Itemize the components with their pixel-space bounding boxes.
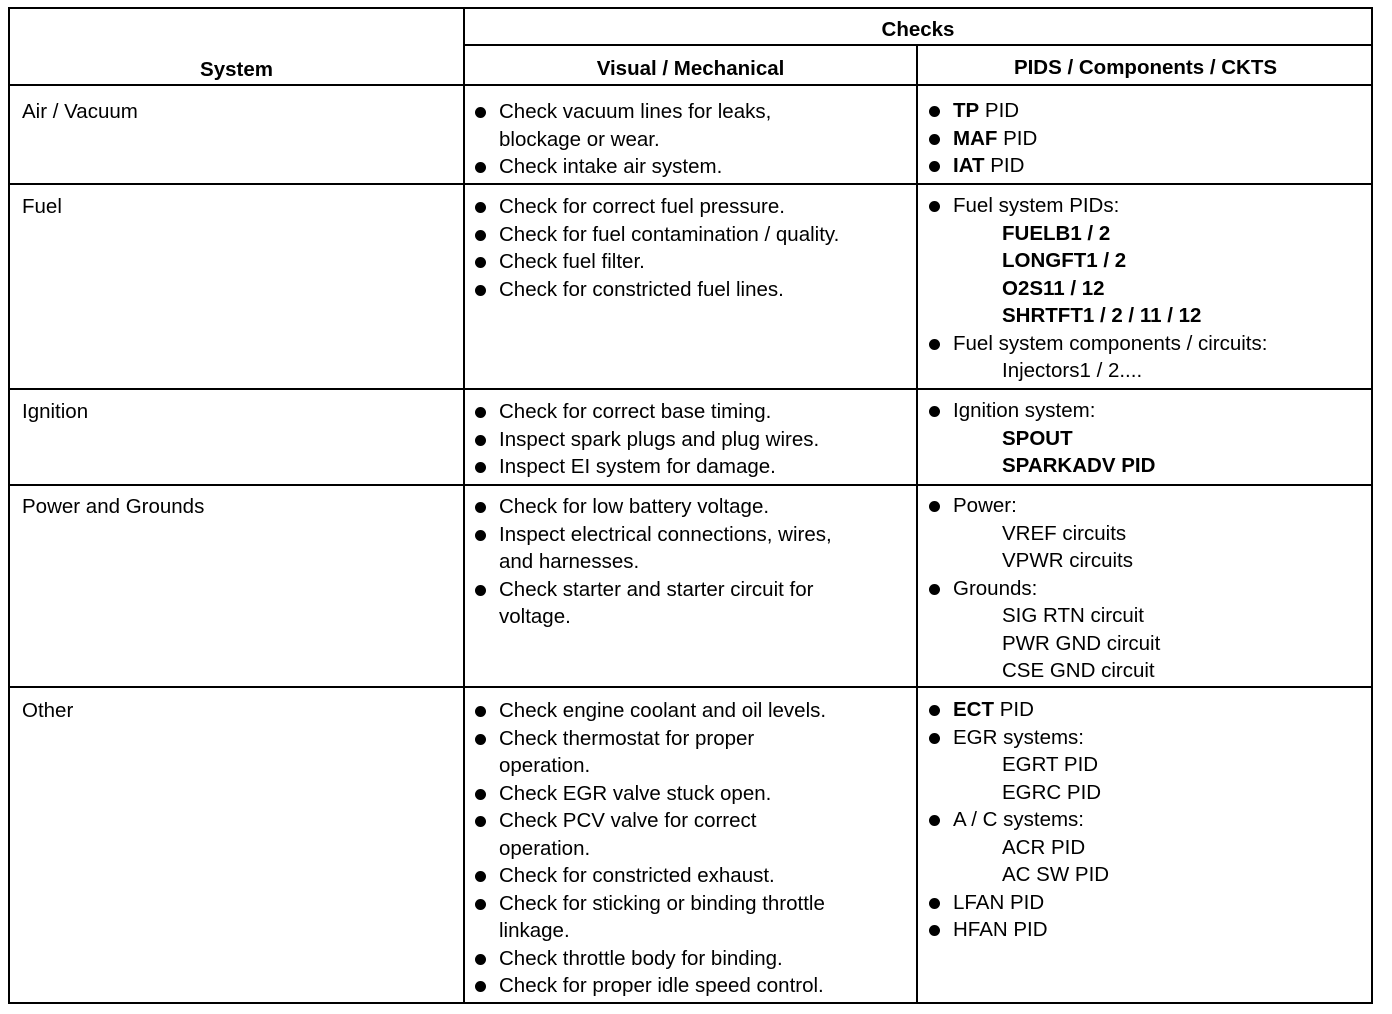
pids-line (926, 97, 1037, 125)
line-text: voltage. (499, 605, 571, 628)
pids-line (926, 602, 1160, 630)
bullet-icon (929, 733, 940, 744)
line-text: AC SW PID (1002, 863, 1110, 886)
visual-line (472, 780, 826, 808)
visual-line (472, 752, 826, 780)
system-name: Fuel (22, 195, 62, 218)
visual-line (472, 453, 819, 481)
pids-components-checks (926, 696, 1109, 944)
line-text: Inspect EI system for damage. (499, 455, 776, 478)
line-text: Check for constricted fuel lines. (499, 277, 784, 301)
visual-line (472, 576, 832, 604)
pid-name: SHRTFT1 / 2 / 11 / 12 (1002, 304, 1202, 327)
bullet-icon (475, 407, 486, 418)
bullet-icon (475, 162, 486, 173)
visual-mechanical-checks (472, 193, 839, 303)
bullet-icon (475, 107, 486, 118)
line-text: LFAN PID (953, 890, 1045, 914)
visual-line (472, 807, 826, 835)
bullet-icon (475, 462, 486, 473)
line-text: Inspect spark plugs and plug wires. (499, 427, 820, 451)
line-text: Inspect electrical connections, wires, (499, 522, 832, 546)
pids-line (926, 220, 1267, 248)
line-text: Check for proper idle speed control. (499, 974, 824, 997)
pids-line (926, 630, 1160, 658)
pids-line (926, 275, 1267, 303)
divider-visual-pids (916, 45, 918, 1004)
pids-line (926, 751, 1109, 779)
pids-components-checks (926, 192, 1267, 385)
bullet-icon (475, 981, 486, 992)
visual-line (472, 221, 839, 249)
bullet-icon (475, 257, 486, 268)
line-text: PID (997, 126, 1038, 150)
bullet-icon (929, 134, 940, 145)
pids-line (926, 575, 1160, 603)
line-text: EGRC PID (1002, 780, 1102, 804)
pids-line (926, 492, 1160, 520)
divider-system-checks (463, 7, 465, 1004)
line-text: Check for sticking or binding throttle (499, 891, 825, 915)
line-text: PID (984, 154, 1025, 177)
pid-name: LONGFT1 / 2 (1002, 249, 1127, 272)
visual-line (472, 862, 826, 890)
pids-line (926, 657, 1160, 685)
line-text: linkage. (499, 919, 570, 942)
pids-line (926, 547, 1160, 575)
bullet-icon (475, 230, 486, 241)
bullet-icon (929, 501, 940, 512)
bullet-icon (475, 530, 486, 541)
pid-name: SPARKADV PID (1002, 454, 1156, 477)
visual-line (472, 835, 826, 863)
pids-line (926, 696, 1109, 724)
pids-line (926, 834, 1109, 862)
line-text: PID (979, 99, 1020, 122)
bullet-icon (475, 954, 486, 965)
pid-name: SPOUT (1002, 426, 1073, 450)
divider-row-1 (8, 183, 1373, 185)
bullet-icon (929, 925, 940, 936)
line-text: Fuel system PIDs: (953, 194, 1120, 217)
pids-line (926, 452, 1155, 480)
bullet-icon (929, 201, 940, 212)
line-text: operation. (499, 754, 591, 777)
line-text: Check for fuel contamination / quality. (499, 222, 840, 246)
line-text: Check throttle body for binding. (499, 946, 783, 970)
visual-line (472, 972, 826, 1000)
bullet-icon (929, 106, 940, 117)
line-text: Check intake air system. (499, 155, 723, 178)
line-text: EGR systems: (953, 725, 1084, 749)
pids-line (926, 397, 1155, 425)
visual-line (472, 548, 832, 576)
line-text: Check vacuum lines for leaks, (499, 100, 772, 123)
bullet-icon (475, 285, 486, 296)
bullet-icon (475, 789, 486, 800)
bullet-icon (929, 815, 940, 826)
pid-name: TP (953, 99, 980, 122)
visual-line (472, 493, 832, 521)
pids-line (926, 425, 1155, 453)
visual-line (472, 98, 771, 126)
pids-line (926, 806, 1109, 834)
pids-line (926, 152, 1037, 180)
pids-line (926, 302, 1267, 330)
visual-mechanical-checks (472, 493, 832, 631)
line-text: SIG RTN circuit (1002, 604, 1144, 627)
bullet-icon (929, 584, 940, 595)
visual-line (472, 890, 826, 918)
line-text: Check EGR valve stuck open. (499, 781, 772, 805)
visual-line (472, 725, 826, 753)
line-text: VREF circuits (1002, 521, 1127, 545)
visual-line (472, 426, 819, 454)
visual-line (472, 521, 832, 549)
pid-name: IAT (953, 154, 985, 177)
line-text: Check engine coolant and oil levels. (499, 699, 827, 722)
visual-mechanical-checks (472, 98, 771, 181)
visual-line (472, 276, 839, 304)
pid-name: ECT (953, 698, 994, 721)
line-text: HFAN PID (953, 918, 1048, 941)
header-pids-components-ckts: PIDS / Components / CKTS (1013, 56, 1278, 79)
system-name: Air / Vacuum (22, 100, 138, 123)
bullet-icon (475, 899, 486, 910)
line-text: Check starter and starter circuit for (499, 577, 814, 601)
visual-line (472, 603, 832, 631)
line-text: CSE GND circuit (1002, 659, 1155, 682)
header-visual-mechanical: Visual / Mechanical (596, 57, 785, 80)
pids-line (926, 247, 1267, 275)
visual-line (472, 945, 826, 973)
bullet-icon (929, 161, 940, 172)
line-text: VPWR circuits (1002, 549, 1133, 572)
pids-line (926, 192, 1267, 220)
visual-mechanical-checks (472, 398, 819, 481)
visual-line (472, 398, 819, 426)
visual-mechanical-checks (472, 697, 826, 1000)
pids-line (926, 330, 1267, 358)
line-text: A / C systems: (953, 808, 1084, 831)
system-name: Power and Grounds (22, 495, 205, 518)
line-text: and harnesses. (499, 550, 640, 573)
header-checks: Checks (881, 18, 955, 41)
pid-name: FUELB1 / 2 (1002, 221, 1111, 245)
system-name: Other (22, 699, 74, 722)
bullet-icon (475, 202, 486, 213)
line-text: Check PCV valve for correct (499, 809, 757, 832)
divider-row-2 (8, 388, 1373, 390)
divider-row-4 (8, 686, 1373, 688)
divider-checks-subheader (463, 44, 1373, 46)
line-text: blockage or wear. (499, 127, 660, 151)
line-text: Check for constricted exhaust. (499, 864, 775, 887)
bullet-icon (929, 339, 940, 350)
bullet-icon (475, 871, 486, 882)
line-text: Check for correct fuel pressure. (499, 195, 785, 218)
line-text: Check thermostat for proper (499, 726, 755, 750)
pids-line (926, 916, 1109, 944)
bullet-icon (475, 435, 486, 446)
header-system: System (200, 58, 273, 81)
pid-name: O2S11 / 12 (1002, 276, 1105, 300)
line-text: Check fuel filter. (499, 250, 645, 273)
line-text: ACR PID (1002, 835, 1086, 859)
pids-line (926, 724, 1109, 752)
pids-line (926, 357, 1267, 385)
bullet-icon (475, 585, 486, 596)
divider-row-3 (8, 484, 1373, 486)
bullet-icon (929, 705, 940, 716)
line-text: Ignition system: (953, 399, 1096, 422)
line-text: Check for correct base timing. (499, 400, 772, 423)
visual-line (472, 917, 826, 945)
visual-line (472, 193, 839, 221)
pids-components-checks (926, 97, 1037, 180)
line-text: Injectors1 / 2.... (1002, 359, 1143, 382)
pids-line (926, 125, 1037, 153)
line-text: PWR GND circuit (1002, 631, 1161, 655)
pids-components-checks (926, 397, 1155, 480)
visual-line (472, 248, 839, 276)
line-text: Check for low battery voltage. (499, 495, 770, 518)
pids-line (926, 861, 1109, 889)
bullet-icon (475, 502, 486, 513)
pids-line (926, 520, 1160, 548)
pids-components-checks (926, 492, 1160, 685)
bullet-icon (475, 706, 486, 717)
line-text: Fuel system components / circuits: (953, 331, 1268, 355)
visual-line (472, 153, 771, 181)
bullet-icon (929, 898, 940, 909)
pids-line (926, 889, 1109, 917)
pid-name: MAF (953, 126, 998, 150)
line-text: Power: (953, 494, 1017, 517)
divider-header-body (8, 84, 1373, 86)
bullet-icon (929, 406, 940, 417)
system-name: Ignition (22, 400, 89, 423)
line-text: EGRT PID (1002, 753, 1099, 776)
bullet-icon (475, 734, 486, 745)
bullet-icon (475, 816, 486, 827)
line-text: Grounds: (953, 576, 1038, 600)
pids-line (926, 779, 1109, 807)
visual-line (472, 126, 771, 154)
line-text: operation. (499, 836, 591, 860)
visual-line (472, 697, 826, 725)
line-text: PID (994, 698, 1034, 721)
